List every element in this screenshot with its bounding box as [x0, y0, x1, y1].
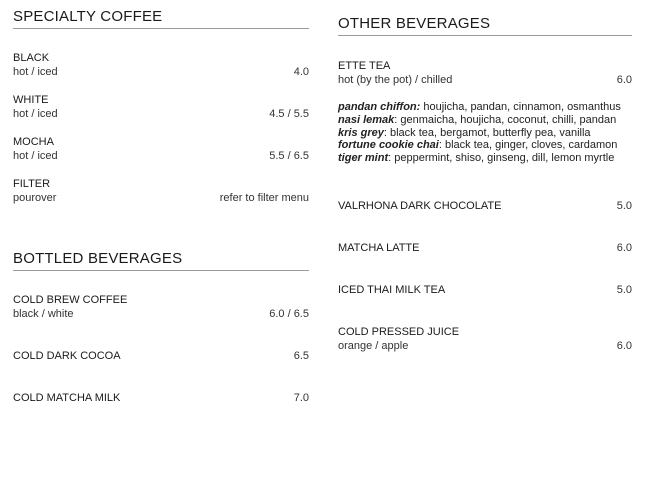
flavor-ingredients: : peppermint, shiso, ginseng, dill, lemon myrtle [388, 152, 615, 165]
item-name: FILTER [13, 178, 51, 190]
item-price: 5.0 [616, 284, 632, 296]
item-name: ICED THAI MILK TEA [338, 284, 446, 296]
item-options: hot / iced [13, 108, 58, 120]
item-name: MATCHA LATTE [338, 242, 420, 254]
item-price: 5.0 [616, 200, 632, 212]
item-name: COLD MATCHA MILK [13, 392, 121, 404]
item-detail [13, 349, 309, 363]
item-price: 4.0 [293, 66, 309, 78]
item-price: 5.5 / 6.5 [269, 150, 309, 162]
item-detail [338, 73, 632, 87]
item-price: 4.5 / 5.5 [269, 108, 309, 120]
item-name: COLD DARK COCOA [13, 350, 121, 362]
item-options: hot / iced [13, 150, 58, 162]
item-name: MOCHA [13, 136, 54, 148]
flavor-name: kris grey [338, 126, 384, 139]
item-detail [13, 65, 309, 79]
item-price: 6.5 [293, 350, 309, 362]
item-detail [338, 199, 632, 213]
menu-item-ette-tea [338, 59, 632, 87]
item-price: 7.0 [293, 392, 309, 404]
item-price: 6.0 [616, 242, 632, 254]
item-options: hot / iced [13, 66, 58, 78]
flavor-ingredients: houjicha, pandan, cinnamon, osmanthus [420, 101, 621, 113]
section-title-specialty-coffee: SPECIALTY COFFEE [13, 8, 309, 29]
item-price: 6.0 [616, 74, 632, 86]
tea-flavor [338, 114, 632, 127]
tea-flavor [338, 127, 632, 140]
other-beverages-section [338, 15, 632, 36]
item-price: refer to filter menu [219, 192, 309, 204]
item-options: black / white [13, 308, 74, 320]
item-price: 6.0 [616, 340, 632, 352]
bottled-beverages-section [13, 250, 309, 271]
item-price: 6.0 / 6.5 [269, 308, 309, 320]
item-detail [13, 307, 309, 321]
item-detail [338, 241, 632, 255]
menu-item-cold-pressed-juice [338, 325, 632, 353]
item-detail [338, 283, 632, 297]
section-title-bottled-beverages: BOTTLED BEVERAGES [13, 250, 309, 271]
menu-item-cold-dark-cocoa [13, 349, 309, 363]
item-name: COLD PRESSED JUICE [338, 326, 460, 338]
flavor-ingredients: : black tea, ginger, cloves, cardamon [438, 139, 618, 152]
item-detail [13, 391, 309, 405]
specialty-coffee-section [13, 8, 309, 29]
flavor-name: nasi lemak [338, 113, 395, 126]
section-title-other-beverages: OTHER BEVERAGES [338, 15, 632, 36]
flavor-name: pandan chiffon: [338, 101, 421, 113]
item-name: WHITE [13, 94, 49, 106]
item-options: orange / apple [338, 340, 409, 352]
tea-flavor [338, 139, 632, 152]
flavor-name: fortune cookie chai [338, 139, 439, 152]
item-detail [338, 339, 632, 353]
item-detail [13, 149, 309, 163]
menu-item-cold-brew-coffee [13, 293, 309, 321]
menu-item-filter [13, 177, 309, 205]
tea-flavor-list [338, 101, 632, 165]
item-name: VALRHONA DARK CHOCOLATE [338, 200, 502, 212]
flavor-name: tiger mint [338, 152, 389, 165]
menu-item-iced-thai-milk-tea [338, 283, 632, 297]
tea-flavor [338, 152, 632, 165]
menu-item-black [13, 51, 309, 79]
item-detail [13, 107, 309, 121]
menu-item-cold-matcha-milk [13, 391, 309, 405]
item-name: BLACK [13, 52, 50, 64]
item-name: COLD BREW COFFEE [13, 294, 128, 306]
item-options: hot (by the pot) / chilled [338, 74, 453, 86]
flavor-ingredients: : black tea, bergamot, butterfly pea, vanilla [383, 126, 591, 139]
item-options: pourover [13, 192, 57, 204]
menu-item-valrhona-dark-chocolate [338, 199, 632, 213]
tea-flavor [338, 101, 632, 114]
item-name: ETTE TEA [338, 60, 391, 72]
menu-item-matcha-latte [338, 241, 632, 255]
item-detail [13, 191, 309, 205]
menu-item-white [13, 93, 309, 121]
flavor-ingredients: : genmaicha, houjicha, coconut, chilli, pandan [394, 113, 617, 126]
menu-item-mocha [13, 135, 309, 163]
